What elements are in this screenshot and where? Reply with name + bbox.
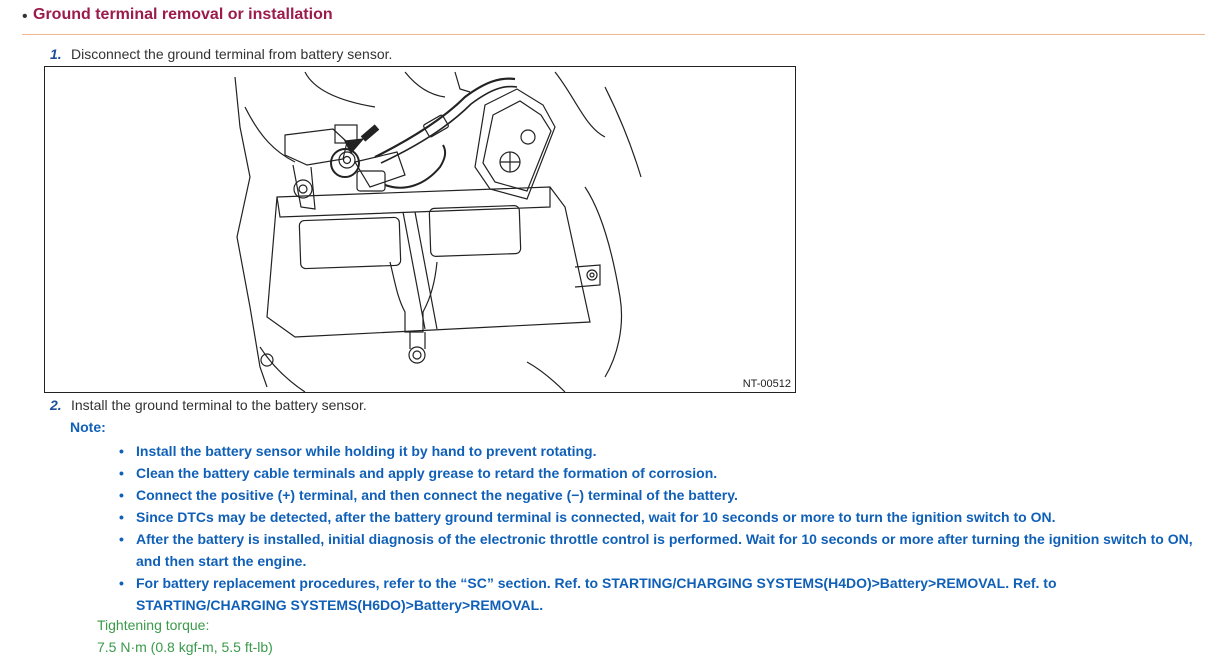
- section-title: Ground terminal removal or installation: [33, 6, 333, 23]
- note-item: • For battery replacement procedures, refer to the “SC” section. Ref. to STARTING/CHARGING SYSTEMS(H4DO)>Battery>REMOVAL. Ref. to STARTING/CHARGING SYSTEMS(H6DO)>Battery>REMOVAL.: [119, 575, 1057, 613]
- section-header: [22, 6, 1205, 35]
- step-number: 1.: [50, 46, 62, 62]
- section-bullet: •: [22, 8, 28, 25]
- note-label: Note:: [70, 419, 106, 435]
- torque-value: 7.5 N·m (0.8 kgf-m, 5.5 ft-lb): [97, 639, 273, 655]
- battery-diagram-illustration: [45, 67, 795, 392]
- note-item: • Connect the positive (+) terminal, and then connect the negative (−) terminal of the battery.: [119, 487, 738, 503]
- figure-code: NT-00512: [742, 378, 791, 390]
- torque-label: Tightening torque:: [97, 617, 210, 633]
- note-item: • Install the battery sensor while holding it by hand to prevent rotating.: [119, 443, 597, 459]
- step-text: Install the ground terminal to the battery sensor.: [71, 397, 367, 413]
- note-list: [119, 440, 1211, 616]
- note-item: • Clean the battery cable terminals and apply grease to retard the formation of corrosion.: [119, 465, 718, 481]
- note-item: • Since DTCs may be detected, after the battery ground terminal is connected, wait for 10 seconds or more to turn the ignition switch to ON.: [119, 509, 1056, 525]
- step-number: 2.: [50, 397, 62, 413]
- battery-diagram-figure: [44, 66, 796, 393]
- note-item: • After the battery is installed, initial diagnosis of the electronic throttle control is performed. Wait for 10 seconds or more after turning the ignition switch to ON, and then start the engine.: [119, 531, 1193, 569]
- step-text: Disconnect the ground terminal from battery sensor.: [71, 46, 393, 62]
